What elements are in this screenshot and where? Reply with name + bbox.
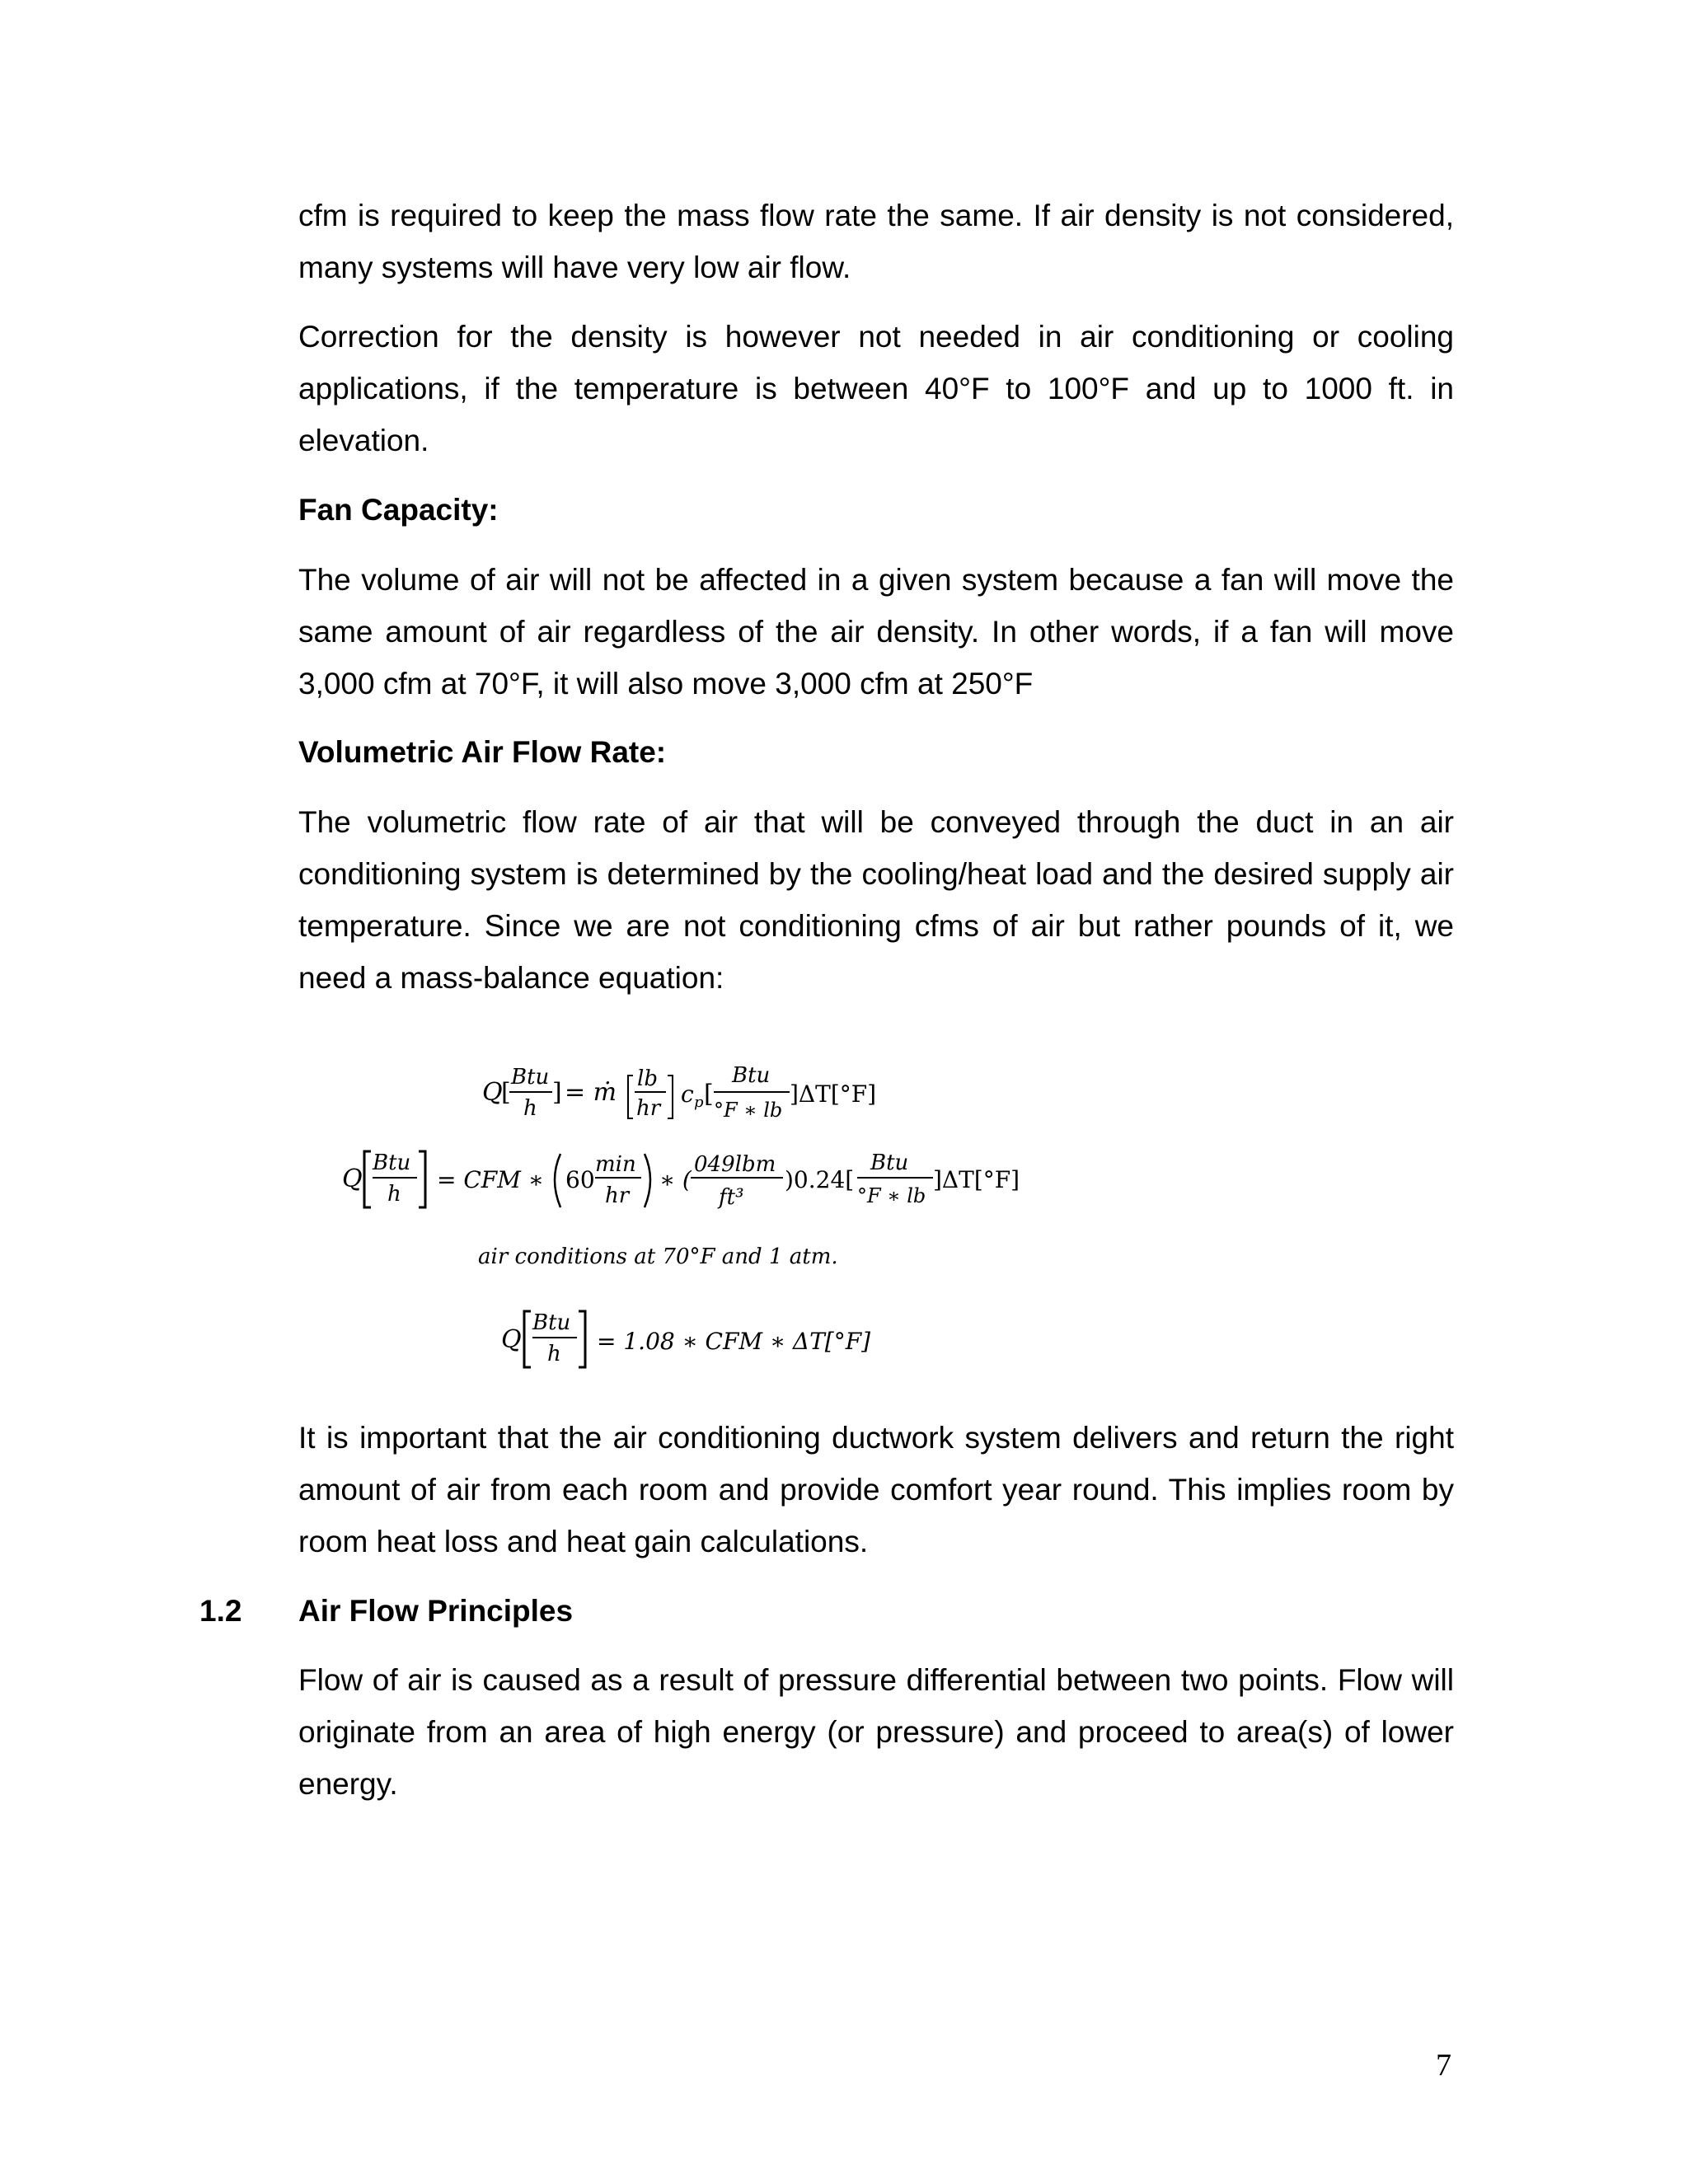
eq2-delta-t: ]ΔT[°F] [933, 1166, 1020, 1193]
eq1-bracket-left-2: [ [704, 1080, 714, 1108]
paragraph-volumetric-flow: The volumetric flow rate of air that will be conveyed through the duct in an air conditioning system is determined by the cooling/heat load and the desired supply air temperature. Since we are not conditioning cfms of air but rather pounds of it, we need a mass-balance equation: [298, 805, 1454, 995]
eq1-btu: Btu [511, 1065, 550, 1090]
eq2-factor: )0.24[ [785, 1166, 855, 1193]
eq2-star: ∗ ( [659, 1166, 692, 1193]
heading-fan-capacity: Fan Capacity: [298, 493, 499, 527]
eq1-f-lb: °F ∗ lb [714, 1099, 783, 1122]
eq3-rhs: = 1.08 ∗ CFM ∗ ΔT[°F] [597, 1328, 871, 1355]
eq2-hr: hr [605, 1183, 630, 1208]
eq3-q: Q [501, 1325, 522, 1354]
equation-simplified [501, 1310, 870, 1367]
eq2-min: min [595, 1152, 636, 1177]
equation-cfm-expansion [342, 1151, 1020, 1210]
eq1-bracket-right: ] [552, 1078, 562, 1107]
heading-volumetric-flow: Volumetric Air Flow Rate: [298, 735, 667, 769]
section-title: Air Flow Principles [298, 1594, 574, 1628]
equation-condition-note: air conditions at 70°F and 1 atm. [478, 1244, 838, 1269]
eq1-lb: lb [637, 1066, 658, 1091]
eq1-btu-2: Btu [732, 1063, 771, 1088]
paragraph-air-flow: Flow of air is caused as a result of pressure differential between two points. Flow will originate from an area of high energy (or pressure) and proceed to area(s) of lower energy. [298, 1663, 1454, 1801]
paragraph-fan-capacity: The volume of air will not be affected in a given system because a fan will move the same amount of air regardless of the air density. In other words, if a fan will move 3,000 cfm at 70°F, it will also move 3,000 cfm at 250°F [298, 563, 1454, 701]
eq2-ft3: ft³ [719, 1185, 744, 1210]
eq2-h: h [387, 1182, 401, 1207]
page-number: 7 [1436, 2048, 1451, 2083]
eq1-hr: hr [636, 1096, 661, 1121]
eq1-cp-sub: p [694, 1094, 704, 1111]
eq2-lbm: 049lbm [694, 1152, 776, 1177]
eq3-btu: Btu [532, 1310, 571, 1335]
paragraph-density-correction: Correction for the density is however not needed in air conditioning or cooling applications, if the temperature is between 40°F to 100°F and up to 1000 ft. in elevation. [298, 320, 1454, 457]
eq2-sixty: 60 [565, 1166, 595, 1193]
eq2-cfm: = CFM ∗ [437, 1166, 544, 1193]
eq2-q: Q [342, 1165, 363, 1193]
eq1-delta-t: ]ΔT[°F] [790, 1080, 877, 1108]
eq2-btu: Btu [373, 1151, 411, 1175]
paragraph-ductwork: It is important that the air conditioning ductwork system delivers and return the right amount of air from each room and provide comfort year round. This implies room by room heat loss and heat gain calculations. [298, 1421, 1454, 1558]
eq1-q: Q [482, 1078, 503, 1107]
eq1-bracket-left: [ [501, 1078, 511, 1107]
eq1-h: h [523, 1096, 537, 1121]
equation-block [313, 1034, 1055, 1380]
eq2-btu-2: Btu [870, 1151, 909, 1175]
eq1-mdot: = ṁ [565, 1078, 617, 1107]
eq3-h: h [547, 1342, 561, 1366]
equation-heat-mass [482, 1063, 876, 1122]
section-number: 1.2 [199, 1594, 242, 1628]
paragraph-density-cfm: cfm is required to keep the mass flow rate the same. If air density is not considered, many systems will have very low air flow. [298, 199, 1454, 284]
eq2-f-lb: °F ∗ lb [857, 1184, 926, 1207]
eq1-cp: c [681, 1080, 694, 1108]
